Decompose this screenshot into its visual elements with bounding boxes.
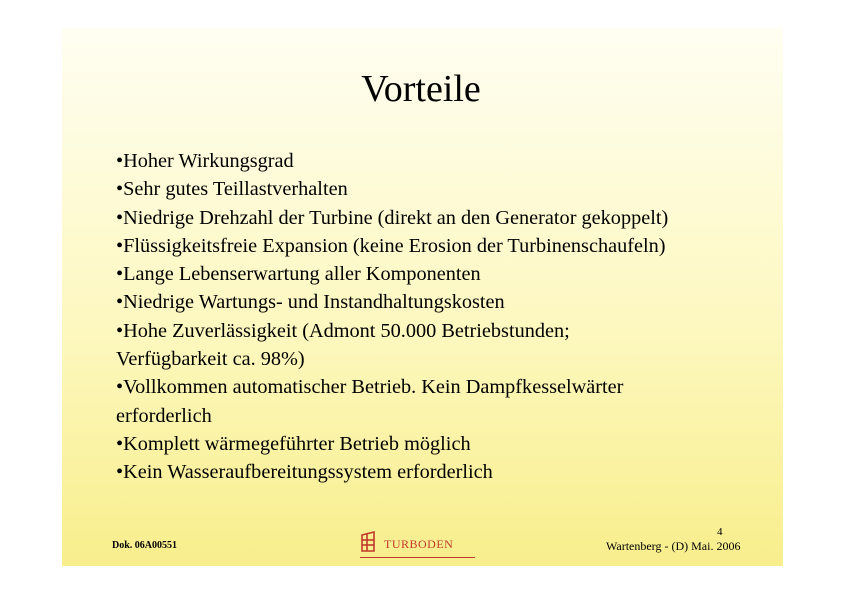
bullet-item: •Komplett wärmegeführter Betrieb möglich <box>116 432 471 455</box>
turboden-logo-icon <box>360 531 380 553</box>
bullet-item: •Hohe Zuverlässigkeit (Admont 50.000 Betriebstunden; <box>116 319 570 342</box>
turboden-logo <box>360 531 453 553</box>
bullet-item: •Niedrige Drehzahl der Turbine (direkt an den Generator gekoppelt) <box>116 206 669 229</box>
location-date: Wartenberg - (D) Mai. 2006 <box>606 539 741 553</box>
bullet-item: •Kein Wasseraufbereitungssystem erforderlich <box>116 461 493 484</box>
logo-text: TURBODEN <box>384 537 454 551</box>
bullet-item: •Vollkommen automatischer Betrieb. Kein Dampfkesselwärter <box>116 376 624 399</box>
page-number: 4 <box>717 526 723 538</box>
bullet-item: •Hoher Wirkungsgrad <box>116 150 294 172</box>
bullet-item: •Niedrige Wartungs- und Instandhaltungskosten <box>116 291 505 314</box>
bullet-list <box>116 147 668 487</box>
bullet-item-continuation: erforderlich <box>116 404 212 427</box>
bullet-item-continuation: Verfügbarkeit ca. 98%) <box>116 348 305 371</box>
document-id: Dok. 06A00551 <box>112 540 178 551</box>
bullet-item: •Flüssigkeitsfreie Expansion (keine Erosion der Turbinenschaufeln) <box>116 234 666 257</box>
logo-underline <box>360 557 475 558</box>
bullet-item: •Sehr gutes Teillastverhalten <box>116 178 348 201</box>
bullet-item: •Lange Lebenserwartung aller Komponenten <box>116 263 481 286</box>
slide-title: Vorteile <box>361 68 481 110</box>
